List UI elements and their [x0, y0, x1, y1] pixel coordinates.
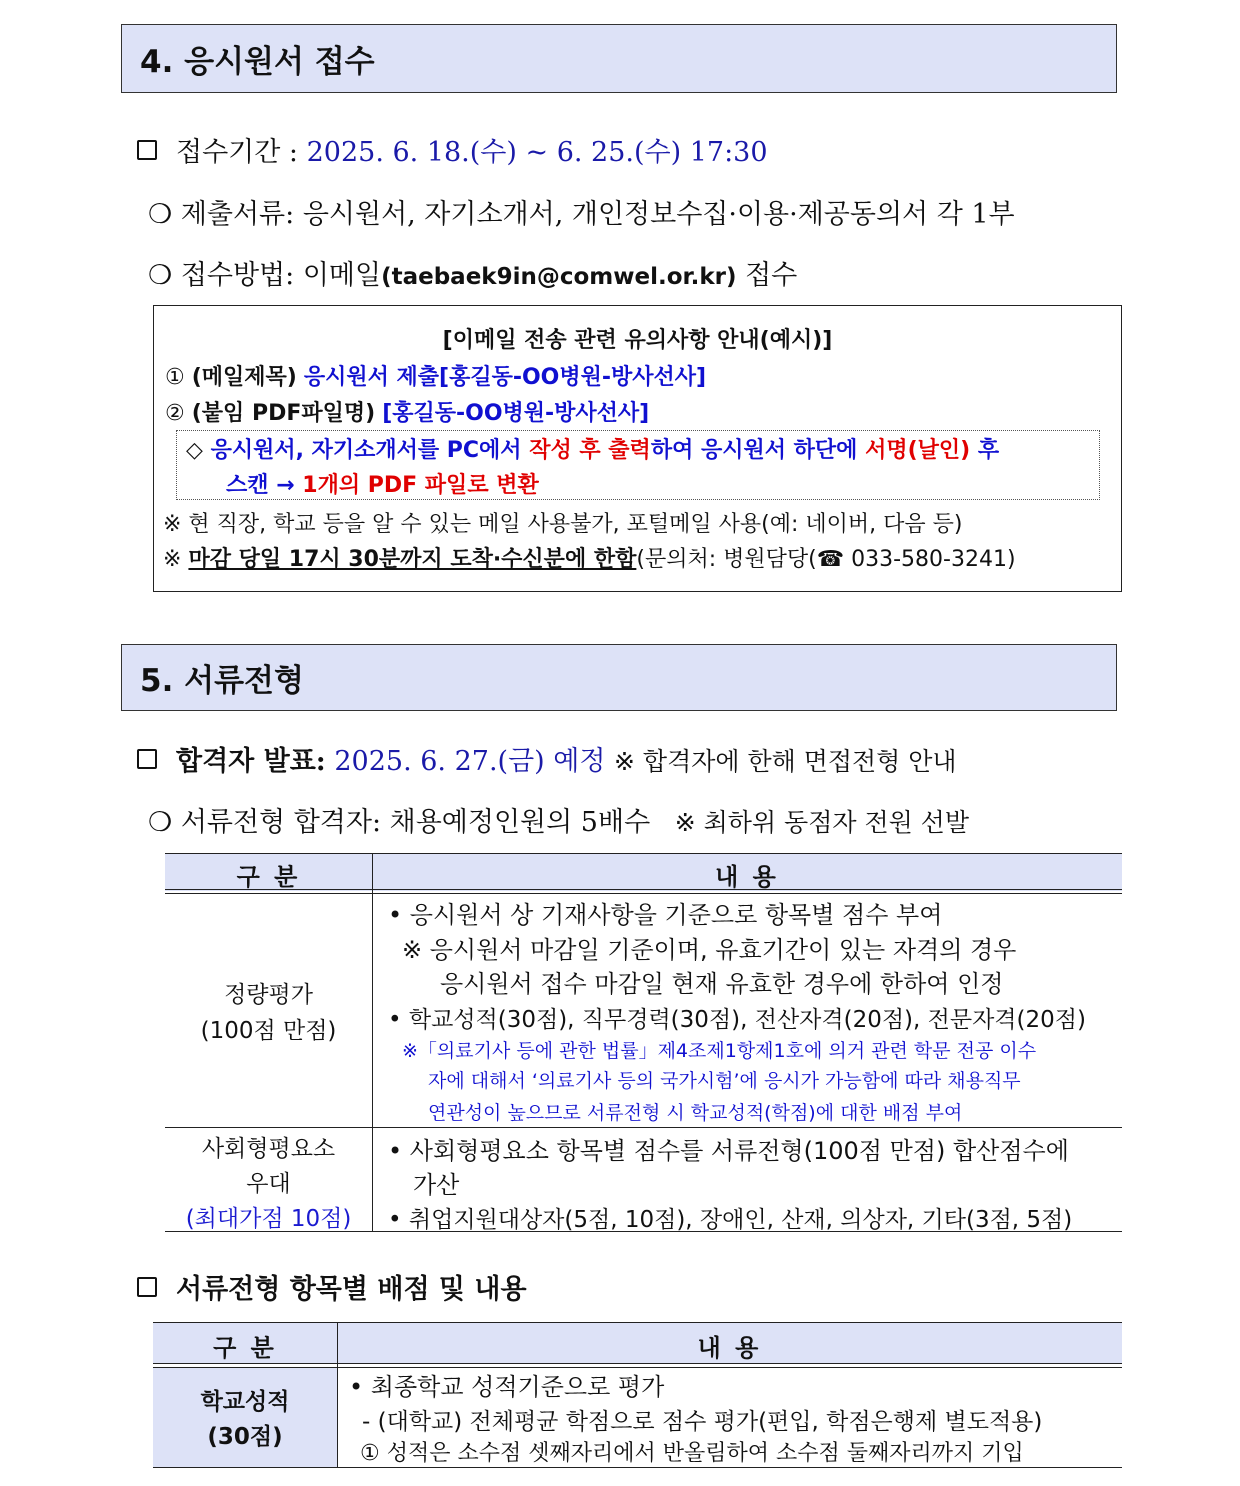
item-value: [홍길동-OO병원-방사선사]: [382, 401, 650, 426]
content-line: • 학교성적(30점), 직무경력(30점), 전산자격(20점), 전문자격(20점): [388, 1007, 1086, 1033]
pass-note: ※ 최하위 동점자 전원 선발: [674, 808, 969, 837]
row-category-bonus: (최대가점 10점): [185, 1206, 352, 1232]
content-line: 응시원서 접수 마감일 현재 유효한 경우에 한하여 인정: [440, 970, 1004, 998]
item-value: 응시원서 제출[홍길동-OO병원-방사선사]: [303, 365, 707, 390]
notice-item-2: [165, 396, 649, 427]
row-category: 정량평가: [224, 982, 313, 1008]
notice-title: [이메일 전송 관련 유의사항 안내(예시)]: [442, 328, 833, 353]
table-border: [153, 1322, 1122, 1323]
content-note-line: ※「의료기사 등에 관한 법률」제4조제1항제1호에 의거 관련 학문 전공 이수: [402, 1040, 1037, 1062]
item-label: (메일제목): [191, 365, 297, 390]
note-text: 응시원서, 자기소개서를 PC에서: [210, 438, 530, 463]
checkbox-icon: [137, 749, 157, 769]
column-header-category: 구 분: [213, 1334, 277, 1362]
column-header-content: 내 용: [697, 1334, 762, 1362]
notice-note-1: ※ 현 직장, 학교 등을 알 수 있는 메일 사용불가, 포털메일 사용(예: 네이버, 다음 등): [163, 512, 963, 537]
section-5-title: 5. 서류전형: [140, 663, 304, 699]
row-category-sub: (30점): [207, 1424, 283, 1450]
method-suffix: 접수: [745, 260, 798, 291]
note-text: 하여 응시원서 하단에: [650, 438, 866, 463]
section-5-header: [121, 644, 1117, 711]
diamond-icon: ◇: [186, 438, 203, 463]
checkbox-icon: [137, 140, 157, 160]
table-column-divider: [372, 853, 373, 1232]
pass-text: 서류전형 합격자: 채용예정인원의 5배수: [180, 807, 651, 838]
content-line: 가산: [413, 1171, 460, 1199]
row-category: 사회형평요소: [201, 1136, 336, 1162]
row-category-sub: 우대: [246, 1171, 291, 1197]
table-border: [165, 853, 1122, 854]
circle-bullet-icon: ❍: [148, 807, 173, 838]
content-note-line: 연관성이 높으므로 서류전형 시 학교성적(학점)에 대한 배점 부여: [428, 1102, 963, 1124]
docs-line: [148, 192, 1015, 231]
content-line: • 취업지원대상자(5점, 10점), 장애인, 산재, 의상자, 기타(3점, 5점): [388, 1207, 1073, 1233]
period-line: [176, 130, 768, 169]
note-red-text: 1개의 PDF 파일로 변환: [302, 473, 539, 498]
content-line: • 최종학교 성적기준으로 평가: [349, 1373, 665, 1401]
section-4-title: 4. 응시원서 접수: [140, 44, 375, 80]
content-line: ※ 응시원서 마감일 기준이며, 유효기간이 있는 자격의 경우: [402, 936, 1017, 964]
announce-label: 합격자 발표:: [176, 746, 326, 777]
column-header-content: 내 용: [715, 863, 779, 891]
note-text: 후: [970, 438, 1000, 463]
content-note-line: 자에 대해서 ‘의료기사 등의 국가시험’에 응시가 가능함에 따라 채용직무: [428, 1070, 1021, 1092]
deadline-text: 마감 당일 17시 30분까지 도착·수신분에 한함: [188, 547, 637, 572]
note-red-text: 작성 후 출력: [529, 438, 651, 463]
pass-line: [148, 800, 969, 839]
announce-note: ※ 합격자에 한해 면접전형 안내: [614, 747, 957, 776]
circle-bullet-icon: ❍: [148, 260, 173, 291]
item-label: (붙임 PDF파일명): [191, 401, 376, 426]
section-4-header: [121, 24, 1117, 93]
row-category-sub: (100점 만점): [200, 1018, 337, 1044]
row-category: 학교성적: [200, 1389, 290, 1415]
period-label: 접수기간 :: [176, 137, 299, 168]
period-value: 2025. 6. 18.(수) ~ 6. 25.(수) 17:30: [306, 137, 768, 168]
content-line: • 응시원서 상 기재사항을 기준으로 항목별 점수 부여: [388, 901, 943, 929]
content-line: - (대학교) 전체평균 학점으로 점수 평가(편입, 학점은행제 별도적용): [362, 1409, 1043, 1435]
notice-item-1: [165, 360, 706, 391]
announce-value: 2025. 6. 27.(금) 예정: [334, 746, 606, 777]
circle-bullet-icon: ❍: [148, 199, 173, 230]
method-email: (taebaek9in@comwel.or.kr): [381, 264, 737, 290]
announce-line: [176, 739, 957, 778]
diamond-note-line-1: [186, 433, 999, 464]
content-line: ① 성적은 소수점 셋째자리에서 반올림하여 소수점 둘째자리까지 기입: [360, 1441, 1024, 1466]
docs-text: 제출서류: 응시원서, 자기소개서, 개인정보수집·이용·제공동의서 각 1부: [180, 199, 1015, 230]
note-mark: ※: [163, 547, 182, 572]
table-border: [153, 1467, 1122, 1468]
content-line: • 사회형평요소 항목별 점수를 서류전형(100점 만점) 합산점수에: [388, 1137, 1069, 1165]
note-red-text: 서명(날인): [865, 438, 971, 463]
notice-note-2: [163, 542, 1016, 573]
contact-text: (문의처: 병원담당(☎ 033-580-3241): [636, 547, 1016, 572]
items-label: 서류전형 항목별 배점 및 내용: [176, 1274, 527, 1305]
method-line: [148, 253, 797, 292]
method-label: 접수방법: 이메일: [180, 260, 382, 291]
column-header-category: 구 분: [236, 863, 301, 891]
note-text: 스캔 →: [226, 473, 303, 498]
item-number: ①: [165, 365, 185, 390]
table-row-divider: [165, 1127, 1122, 1128]
checkbox-icon: [137, 1277, 157, 1297]
item-number: ②: [165, 401, 185, 426]
diamond-note-line-2: [226, 468, 539, 499]
